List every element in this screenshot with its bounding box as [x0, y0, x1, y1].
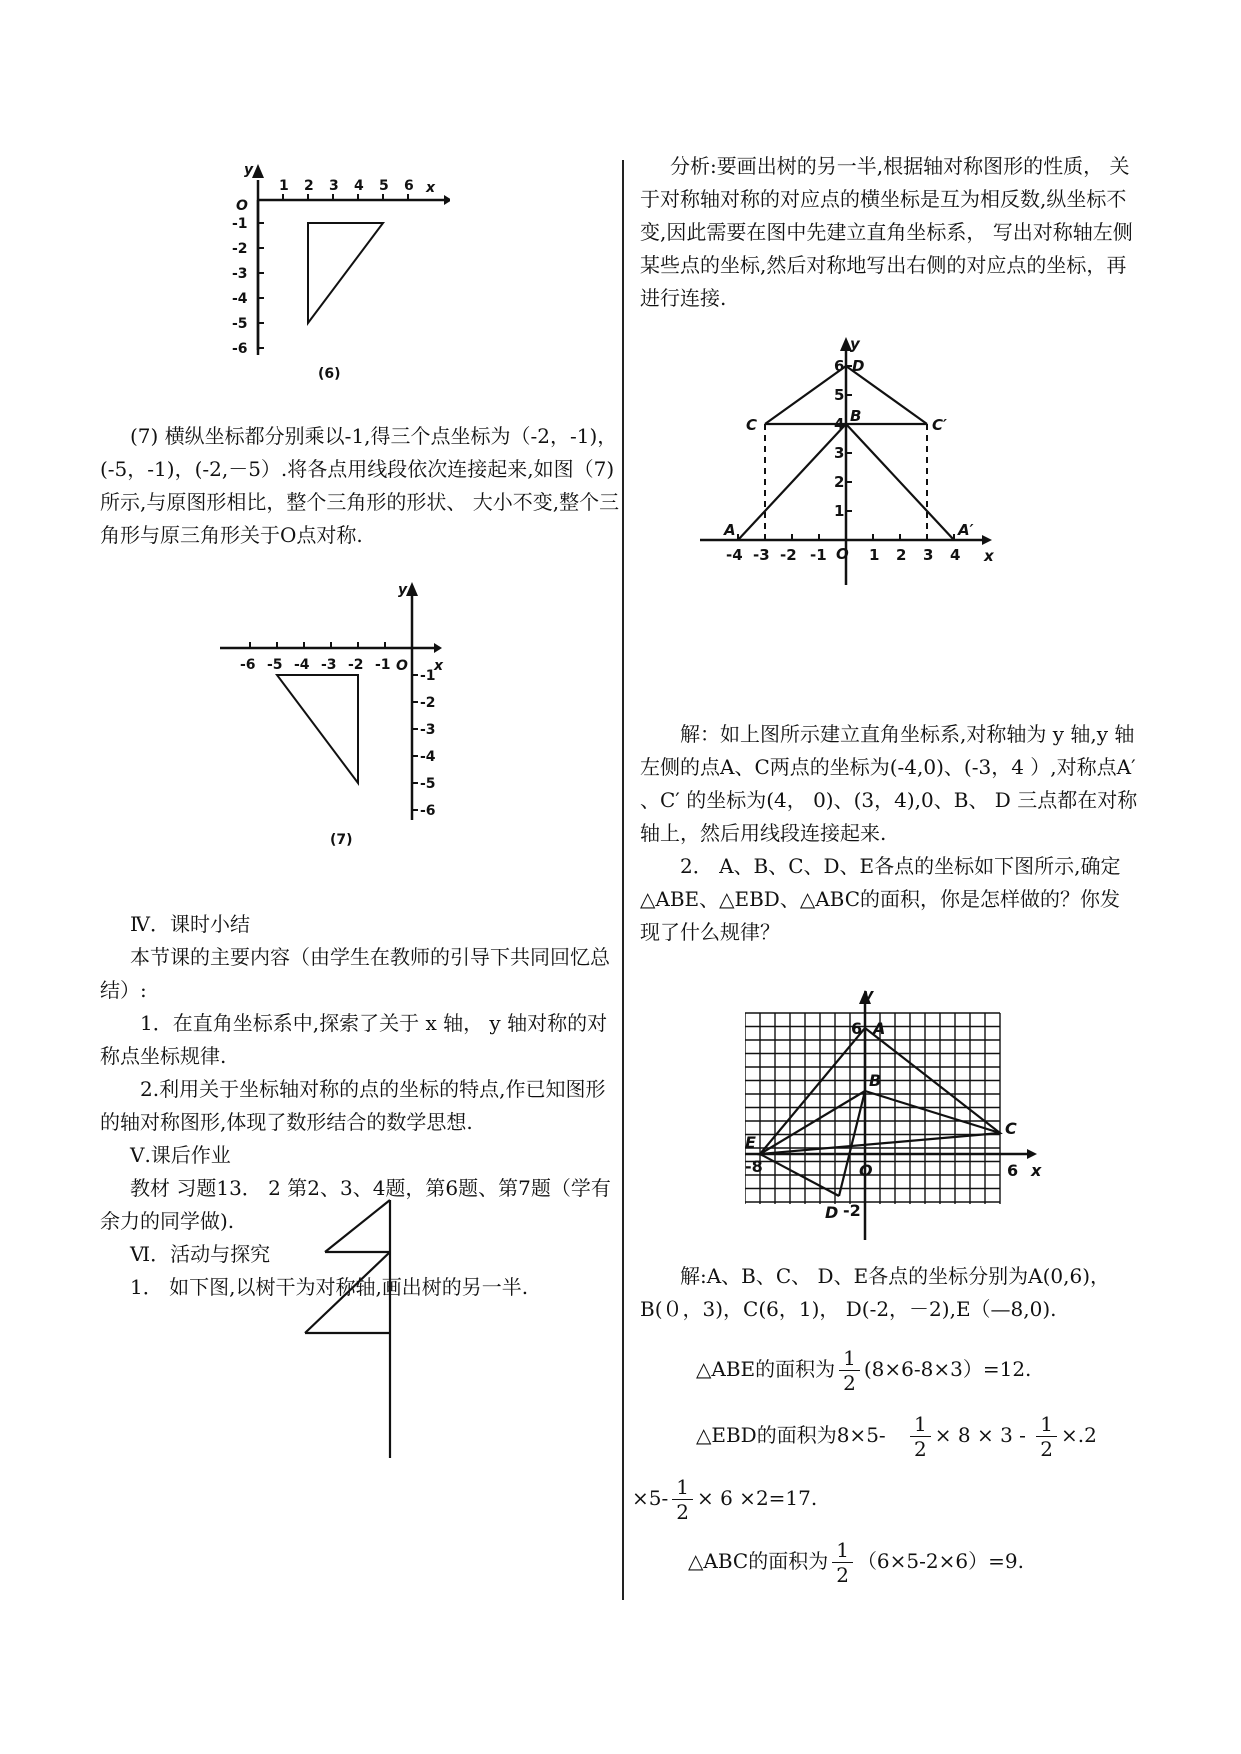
grid-point-D: D — [825, 1203, 839, 1222]
figure-7 — [220, 580, 480, 860]
area-abc-line — [688, 1538, 1024, 1587]
fig6-xtick: 3 — [329, 178, 339, 194]
fraction-half: $\frac{1}{2}$ — [839, 1346, 860, 1395]
tree-xtick: 1 — [869, 546, 880, 564]
fig6-ytick: -5 — [232, 316, 248, 332]
point-C-prime-label: C′ — [932, 416, 947, 434]
tree-ytick: 4 — [834, 415, 845, 433]
fraction-half: $\frac{1}{2}$ — [672, 1475, 693, 1524]
tree-xtick: -3 — [753, 546, 770, 564]
tree-xtick: -2 — [780, 546, 797, 564]
fig7-ytick: -4 — [420, 749, 436, 765]
tree-fig-origin: O — [836, 545, 849, 563]
section-4-title: Ⅳ．课时小结 — [130, 912, 250, 936]
fig7-ytick: -2 — [420, 695, 436, 711]
area-abc-prefix: △ABC的面积为 — [688, 1549, 829, 1573]
fig6-y-label: y — [244, 162, 254, 178]
grid-point-E: E — [745, 1133, 756, 1152]
fig7-ytick: -6 — [420, 803, 436, 819]
tree-ytick: 5 — [834, 386, 845, 404]
solution-block — [640, 718, 1140, 949]
section-6-item-1: 1． 如下图,以树干为对称轴,画出树的另一半. — [130, 1275, 529, 1299]
tree-xtick: 3 — [923, 546, 934, 564]
fig6-x-label: x — [426, 180, 436, 196]
point-D-label: D — [852, 357, 865, 375]
solution-1: 解：如上图所示建立直角坐标系,对称轴为 y 轴,y 轴左侧的点A、C两点的坐标为(-4,0)、(-3，4 ）,对称点A′ 、C′ 的坐标为(4， 0)、(3，4),0、B、 D 三点都在对称轴上，然后用线段连接起来. — [640, 722, 1138, 845]
fraction-half: $\frac{1}{2}$ — [1036, 1412, 1057, 1461]
tree-ytick: 1 — [834, 502, 845, 520]
point-C-label: C — [746, 416, 758, 434]
tree-fig-x-label: x — [984, 547, 994, 565]
fig6-xtick: 4 — [354, 178, 364, 194]
problem-2: 2． A、B、C、D、E各点的坐标如下图所示,确定△ABE、△EBD、△ABC的面积，你是怎样做的？你发现了什么规律？ — [640, 854, 1121, 944]
fig7-x-label: x — [434, 658, 444, 674]
tree-coordinate-figure — [700, 335, 1020, 590]
fig7-xtick: -5 — [267, 657, 283, 673]
fig6-origin: O — [236, 198, 248, 214]
fraction-half: $\frac{1}{2}$ — [832, 1538, 853, 1587]
tree-half-figure — [300, 1190, 420, 1460]
area-ebd-line2-suffix: × 6 ×2=17. — [696, 1486, 818, 1510]
point-A-label: A — [724, 521, 736, 539]
grid-x-label: x — [1031, 1161, 1042, 1180]
tree-xtick: 2 — [896, 546, 907, 564]
section-5-text: 教材 习题13． 2 第2、3、4题，第6题、第7题（学有余力的同学做). — [100, 1176, 611, 1233]
fig6-ytick: -2 — [232, 241, 248, 257]
fig6-ytick: -3 — [232, 266, 248, 282]
analysis-paragraph: 分析:要画出树的另一半,根据轴对称图形的性质， 关于对称轴对称的对应点的横坐标是互为相反数,纵坐标不变,因此需要在图中先建立直角坐标系， 写出对称轴左侧某些点的坐标,然后对称地写出右侧的对应点的坐标，再进行连接. — [640, 154, 1133, 310]
fig7-xtick: -3 — [321, 657, 337, 673]
fig7-xtick: -1 — [375, 657, 391, 673]
right-column — [632, 150, 1140, 1587]
fig7-y-label: y — [398, 582, 408, 598]
fig7-ytick: -1 — [420, 668, 436, 684]
grid-figure — [745, 990, 1045, 1245]
point-B-label: B — [850, 407, 862, 425]
area-abe-line — [696, 1346, 1031, 1395]
tree-ytick: 6 — [834, 357, 845, 375]
area-abe-suffix: (8×6-8×3）=12. — [863, 1357, 1032, 1381]
paragraph-7: (7) 横纵坐标都分别乘以-1,得三个点坐标为（-2，-1)，(-5，-1)，(-2,－5）.将各点用线段依次连接起来,如图（7)所示,与原图形相比，整个三角形的形状、 大小不变,整个三角形与原三角形关于O点对称. — [100, 424, 620, 547]
area-ebd-prefix: △EBD的面积为8×5- — [696, 1423, 886, 1447]
solution-2: 解:A、B、C、 D、E各点的坐标分别为A(0,6)，B(０，3)，C(6，1)， D(-2，－2),E（—8,0). — [640, 1264, 1111, 1321]
fig7-ytick: -3 — [420, 722, 436, 738]
section-6-title: Ⅵ．活动与探究 — [130, 1242, 271, 1266]
grid-origin: O — [859, 1161, 873, 1180]
grid-point-C: C — [1005, 1119, 1017, 1138]
grid-label-minus8: -8 — [745, 1157, 763, 1176]
fig7-ytick: -5 — [420, 776, 436, 792]
tree-ytick: 3 — [834, 444, 845, 462]
fig6-xtick: 1 — [279, 178, 289, 194]
area-ebd-mid2: ×.2 — [1061, 1423, 1097, 1447]
fig7-caption: (7) — [330, 832, 353, 848]
fig7-origin: O — [396, 658, 408, 674]
grid-point-A: A — [873, 1019, 886, 1038]
area-ebd-line2-prefix: ×5- — [632, 1486, 669, 1510]
tree-fig-y-label: y — [850, 335, 860, 353]
fig7-xtick: -6 — [240, 657, 256, 673]
section-4-intro: 本节课的主要内容（由学生在教师的引导下共同回忆总结）: — [100, 945, 610, 1002]
grid-label-6x: 6 — [1007, 1161, 1019, 1180]
fig6-caption: (6) — [318, 366, 341, 382]
fig6-ytick: -1 — [232, 216, 248, 232]
area-ebd-line-2 — [632, 1475, 817, 1524]
tree-xtick: 4 — [950, 546, 961, 564]
section-5-title: Ⅴ.课后作业 — [130, 1143, 231, 1167]
grid-point-B: B — [869, 1071, 882, 1090]
grid-label-6: 6 — [851, 1019, 863, 1038]
section-4-item-2: 2.利用关于坐标轴对称的点的坐标的特点,作已知图形的轴对称图形,体现了数形结合的数学思想. — [100, 1077, 606, 1134]
fig6-xtick: 2 — [304, 178, 314, 194]
fig6-xtick: 5 — [379, 178, 389, 194]
fig6-xtick: 6 — [404, 178, 414, 194]
figure-6 — [230, 160, 450, 430]
tree-xtick: -4 — [726, 546, 743, 564]
tree-ytick: 2 — [834, 473, 845, 491]
column-divider — [622, 160, 624, 1600]
fig6-ytick: -4 — [232, 291, 248, 307]
tree-xtick: -1 — [810, 546, 827, 564]
point-A-prime-label: A′ — [958, 521, 974, 539]
grid-y-label: y — [863, 990, 874, 1004]
section-4-item-1: 1．在直角坐标系中,探索了关于 x 轴， y 轴对称的对称点坐标规律. — [100, 1011, 608, 1068]
area-ebd-mid: × 8 × 3 - — [934, 1423, 1026, 1447]
area-ebd-line — [696, 1412, 1097, 1461]
fig7-xtick: -2 — [348, 657, 364, 673]
fig7-xtick: -4 — [294, 657, 310, 673]
area-abc-suffix: （6×5-2×6）=9. — [856, 1549, 1024, 1573]
fig6-ytick: -6 — [232, 341, 248, 357]
area-abe-prefix: △ABE的面积为 — [696, 1357, 836, 1381]
fraction-half: $\frac{1}{2}$ — [910, 1412, 931, 1461]
grid-label-minus2: -2 — [843, 1201, 861, 1220]
